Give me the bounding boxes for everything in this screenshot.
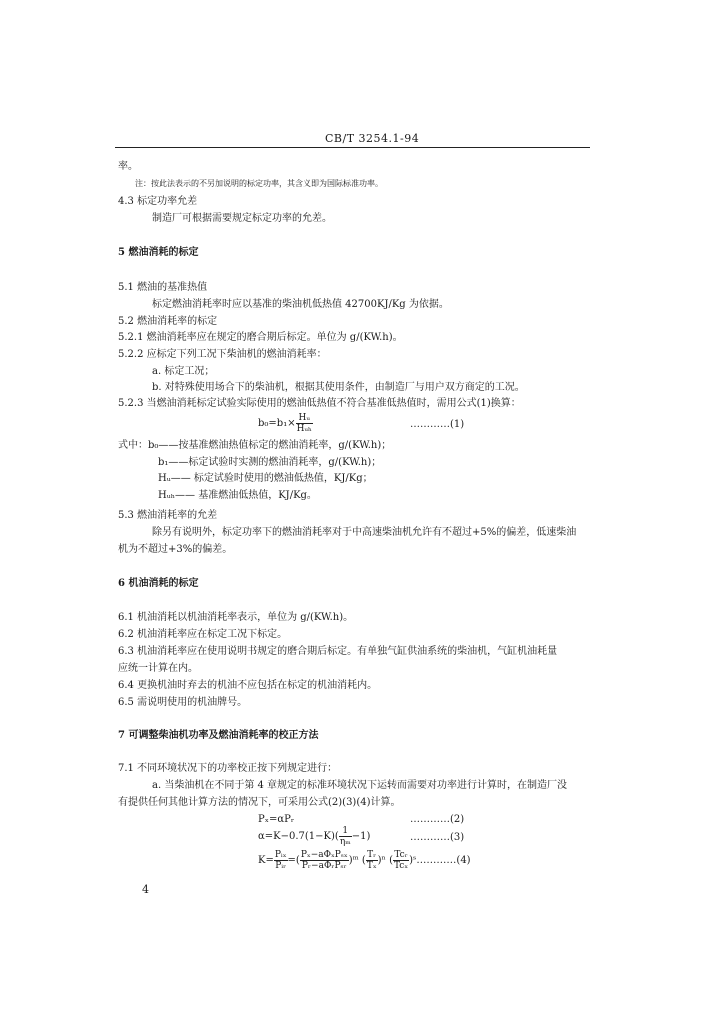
formula-3-rhs: −1) — [351, 831, 371, 842]
clause-6-2: 6.2 机油消耗率应在标定工况下标定。 — [118, 629, 288, 640]
formula-3-lhs: α=K−0.7(1−K)( — [258, 831, 339, 842]
formula-4-denominator-4: Tcₓ — [393, 861, 409, 871]
formula-1-numerator: Hᵤ — [296, 413, 313, 424]
clause-6-1: 6.1 机油消耗以机油消耗率表示，单位为 g/(KW.h)。 — [118, 612, 354, 623]
formula-3-number: …………(3) — [410, 832, 465, 843]
formula-4-numerator-1: Pᵢₓ — [274, 850, 287, 860]
continued-text: 率。 — [118, 161, 138, 172]
clause-6-3: 6.3 机油消耗率应在使用说明书规定的磨合期后标定。有单独气缸供油系统的柴油机，气缸机油耗量 — [118, 646, 558, 657]
formula-1-number: …………(1) — [410, 419, 465, 430]
formula-4-fraction-3 — [366, 850, 378, 871]
formula-3 — [258, 826, 370, 847]
formula-4-lhs: K= — [258, 855, 274, 866]
clause-6-4: 6.4 更换机油时弃去的机油不应包括在标定的机油消耗内。 — [118, 680, 378, 691]
where-line-b1: b₁——标定试验时实测的燃油消耗率，g/(KW.h)； — [158, 457, 382, 468]
formula-4-denominator-2: Pᵣ−aΦᵣPₛᵣ — [301, 861, 347, 871]
formula-2: Pₓ=αPᵣ — [258, 814, 295, 825]
formula-1-lhs: b₀=b₁× — [258, 418, 296, 429]
body-line: 应统一计算在内。 — [118, 663, 198, 674]
body-line: 除另有说明外，标定功率下的燃油消耗率对于中高速柴油机允许有不超过+5%的偏差，低速柴油 — [152, 527, 577, 538]
formula-4-fraction-4 — [393, 850, 409, 871]
formula-4-fraction-1 — [274, 850, 288, 871]
formula-4-denominator-1: Pᵢᵣ — [275, 861, 287, 871]
header-rule — [115, 147, 590, 148]
formula-4-exponent-3: )ˢ…………(4) — [409, 855, 471, 866]
formula-4-equals: =( — [287, 855, 300, 866]
body-line: 有提供任何其他计算方法的情况下，可采用公式(2)(3)(4)计算。 — [118, 797, 401, 808]
formula-4-numerator-4: Tcᵣ — [394, 850, 408, 860]
body-line: 标定燃油消耗率时应以基准的柴油机低热值 42700KJ/Kg 为依据。 — [152, 299, 449, 310]
section-5-1-heading: 5.1 燃油的基准热值 — [118, 282, 208, 293]
note-line: 注：按此法表示的不另加说明的标定功率，其含义即为国际标准功率。 — [135, 179, 383, 188]
section-5-2-heading: 5.2 燃油消耗率的标定 — [118, 316, 218, 327]
clause-5-2-2: 5.2.2 应标定下列工况下柴油机的燃油消耗率： — [118, 349, 327, 360]
clause-6-5: 6.5 需说明使用的机油牌号。 — [118, 697, 248, 708]
standard-number-header: CB/T 3254.1-94 — [325, 132, 420, 145]
formula-2-number: …………(2) — [410, 814, 465, 825]
section-5-heading: 5 燃油消耗的标定 — [118, 247, 199, 258]
section-4-3-heading: 4.3 标定功率允差 — [118, 196, 198, 207]
body-line: 制造厂可根据需要规定标定功率的允差。 — [152, 213, 332, 224]
formula-3-fraction — [339, 826, 352, 847]
where-line-huh: Hᵤₕ—— 基准燃油低热值，KJ/Kg。 — [158, 490, 317, 501]
section-5-3-heading: 5.3 燃油消耗率的允差 — [118, 510, 218, 521]
where-line-hu: Hᵤ—— 标定试验时使用的燃油低热值，KJ/Kg； — [158, 473, 373, 484]
page-number: 4 — [142, 883, 149, 896]
formula-4-exponent-2: )ⁿ ( — [377, 855, 393, 866]
formula-3-numerator: 1 — [339, 826, 352, 837]
formula-4-exponent-1: )ᵐ ( — [348, 855, 366, 866]
clause-5-2-1: 5.2.1 燃油消耗率应在规定的磨合期后标定。单位为 g/(KW.h)。 — [118, 332, 403, 343]
formula-4-denominator-3: Tₓ — [366, 861, 377, 871]
list-item-a: a. 当柴油机在不同于第 4 章规定的标准环境状况下运转而需要对功率进行计算时，在制造厂没 — [152, 780, 568, 791]
body-line: 机为不超过+3%的偏差。 — [118, 544, 233, 555]
formula-4-fraction-2 — [300, 850, 349, 871]
where-line-b0: 式中：b₀——按基准燃油热值标定的燃油消耗率，g/(KW.h)； — [118, 440, 392, 451]
list-item-b: b. 对特殊使用场合下的柴油机，根据其使用条件，由制造厂与用户双方商定的工况。 — [152, 382, 525, 393]
section-7-heading: 7 可调整柴油机功率及燃油消耗率的校正方法 — [118, 730, 319, 741]
clause-5-2-3: 5.2.3 当燃油消耗标定试验实际使用的燃油低热值不符合基准低热值时，需用公式(1)换算： — [118, 398, 521, 409]
list-item-a: a. 标定工况； — [152, 366, 215, 377]
formula-1-fraction — [296, 413, 313, 434]
formula-4-numerator-3: Tᵣ — [367, 850, 377, 860]
formula-1 — [258, 413, 313, 434]
formula-4 — [258, 850, 471, 871]
section-6-heading: 6 机油消耗的标定 — [118, 578, 199, 589]
formula-1-denominator: Hᵤₕ — [296, 424, 312, 434]
formula-3-denominator: ηₘ — [339, 837, 351, 847]
formula-4-numerator-2: Pₓ−aΦₓPₛₓ — [300, 850, 348, 860]
clause-7-1: 7.1 不同环境状况下的功率校正按下列规定进行： — [118, 763, 338, 774]
